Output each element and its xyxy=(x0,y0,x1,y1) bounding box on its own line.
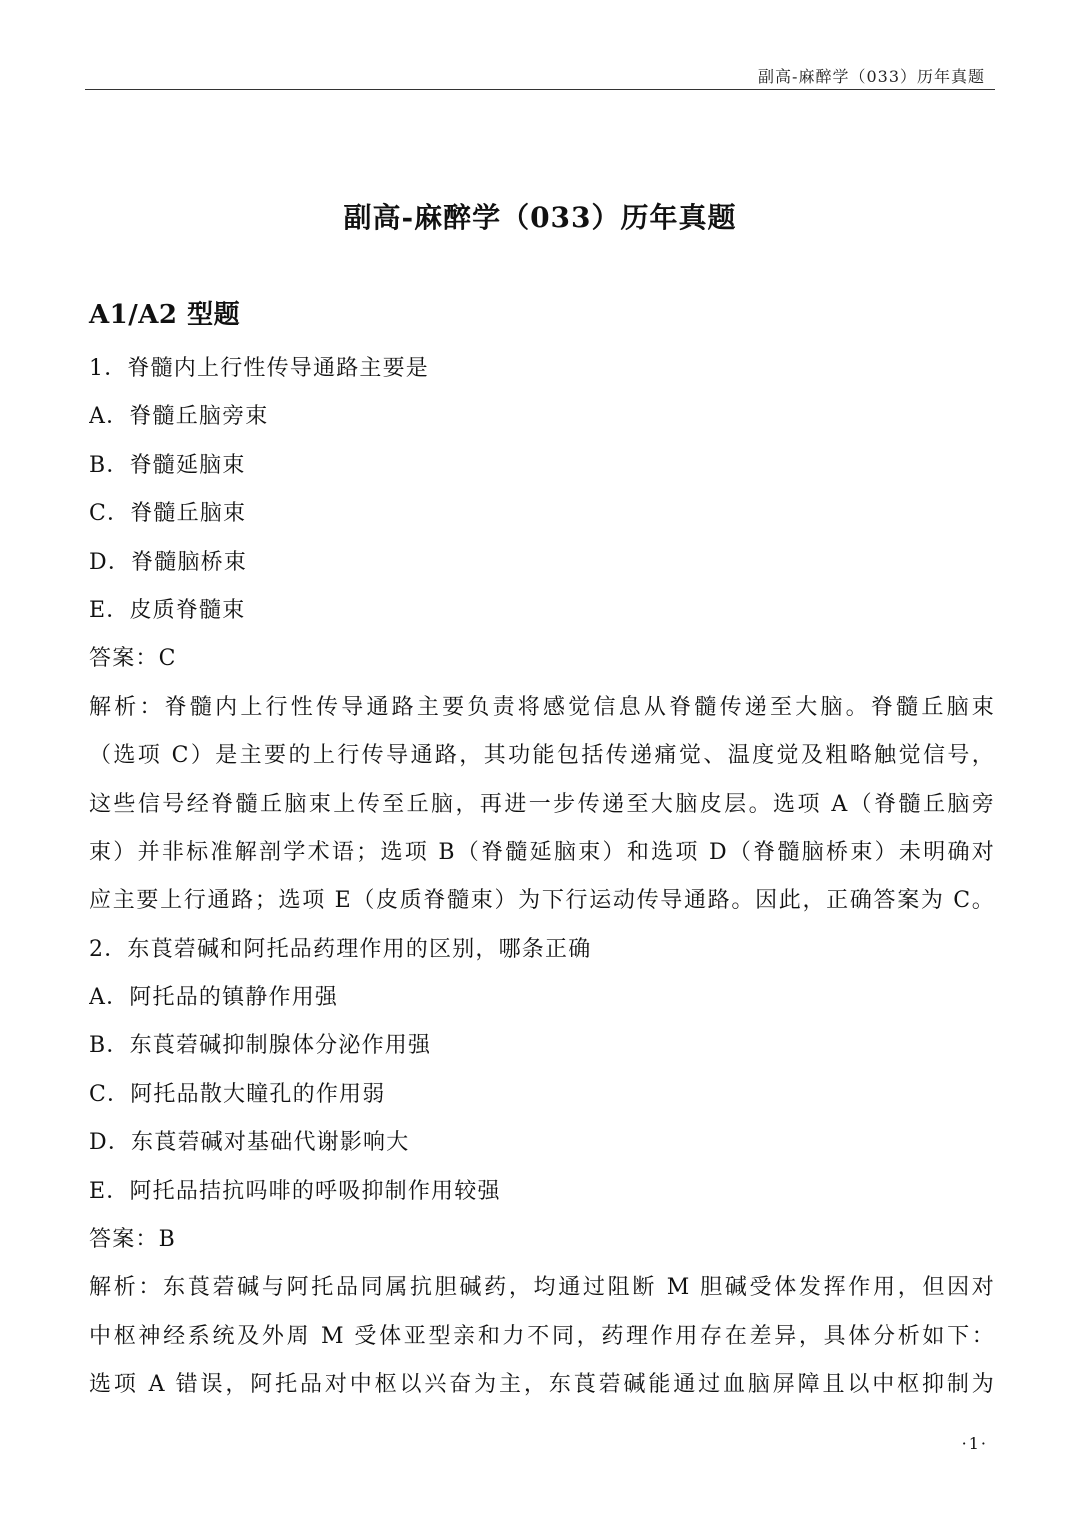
text-line: B．东莨菪碱抑制腺体分泌作用强 xyxy=(89,1033,432,1059)
text-line: 答案：B xyxy=(89,1227,176,1253)
text-line: 应主要上行通路；选项 E（皮质脊髓束）为下行运动传导通路。因此，正确答案为 C。 xyxy=(89,888,995,914)
page-number: ·1· xyxy=(961,1434,988,1453)
text-line: （选项 C）是主要的上行传导通路，其功能包括传递痛觉、温度觉及粗略触觉信号， xyxy=(89,743,995,769)
text-line: D．脊髓脑桥束 xyxy=(89,549,248,575)
text-line: 解析：东莨菪碱与阿托品同属抗胆碱药，均通过阻断 M 胆碱受体发挥作用，但因对 xyxy=(89,1275,995,1301)
text-line: A．脊髓丘脑旁束 xyxy=(89,404,269,430)
text-line: C．脊髓丘脑束 xyxy=(89,501,247,527)
text-line: 选项 A 错误，阿托品对中枢以兴奋为主，东莨菪碱能通过血脑屏障且以中枢抑制为 xyxy=(89,1372,995,1398)
question-content xyxy=(89,345,995,1410)
text-line: 这些信号经脊髓丘脑束上传至丘脑，再进一步传递至大脑皮层。选项 A（脊髓丘脑旁 xyxy=(89,791,995,817)
text-line: E．阿托品拮抗吗啡的呼吸抑制作用较强 xyxy=(89,1178,501,1204)
text-line: E．皮质脊髓束 xyxy=(89,597,246,623)
text-line: A．阿托品的镇静作用强 xyxy=(89,985,339,1011)
section-heading: A1/A2 型题 xyxy=(89,300,241,330)
text-line: 解析：脊髓内上行性传导通路主要负责将感觉信息从脊髓传递至大脑。脊髓丘脑束 xyxy=(89,694,995,720)
text-line: 中枢神经系统及外周 M 受体亚型亲和力不同，药理作用存在差异，具体分析如下： xyxy=(89,1323,995,1349)
text-line: 束）并非标准解剖学术语；选项 B（脊髓延脑束）和选项 D（脊髓脑桥束）未明确对 xyxy=(89,839,995,865)
text-line: D．东莨菪碱对基础代谢影响大 xyxy=(89,1130,410,1156)
text-line: 1．脊髓内上行性传导通路主要是 xyxy=(89,356,429,381)
document-title: 副高-麻醉学（033）历年真题 xyxy=(343,201,737,234)
header-divider xyxy=(85,89,995,90)
text-line: B．脊髓延脑束 xyxy=(89,452,246,478)
text-line: 答案：C xyxy=(89,646,177,672)
text-line: 2．东莨菪碱和阿托品药理作用的区别，哪条正确 xyxy=(89,936,592,962)
running-header: 副高-麻醉学（033）历年真题 xyxy=(758,67,985,86)
text-line: C．阿托品散大瞳孔的作用弱 xyxy=(89,1081,386,1107)
